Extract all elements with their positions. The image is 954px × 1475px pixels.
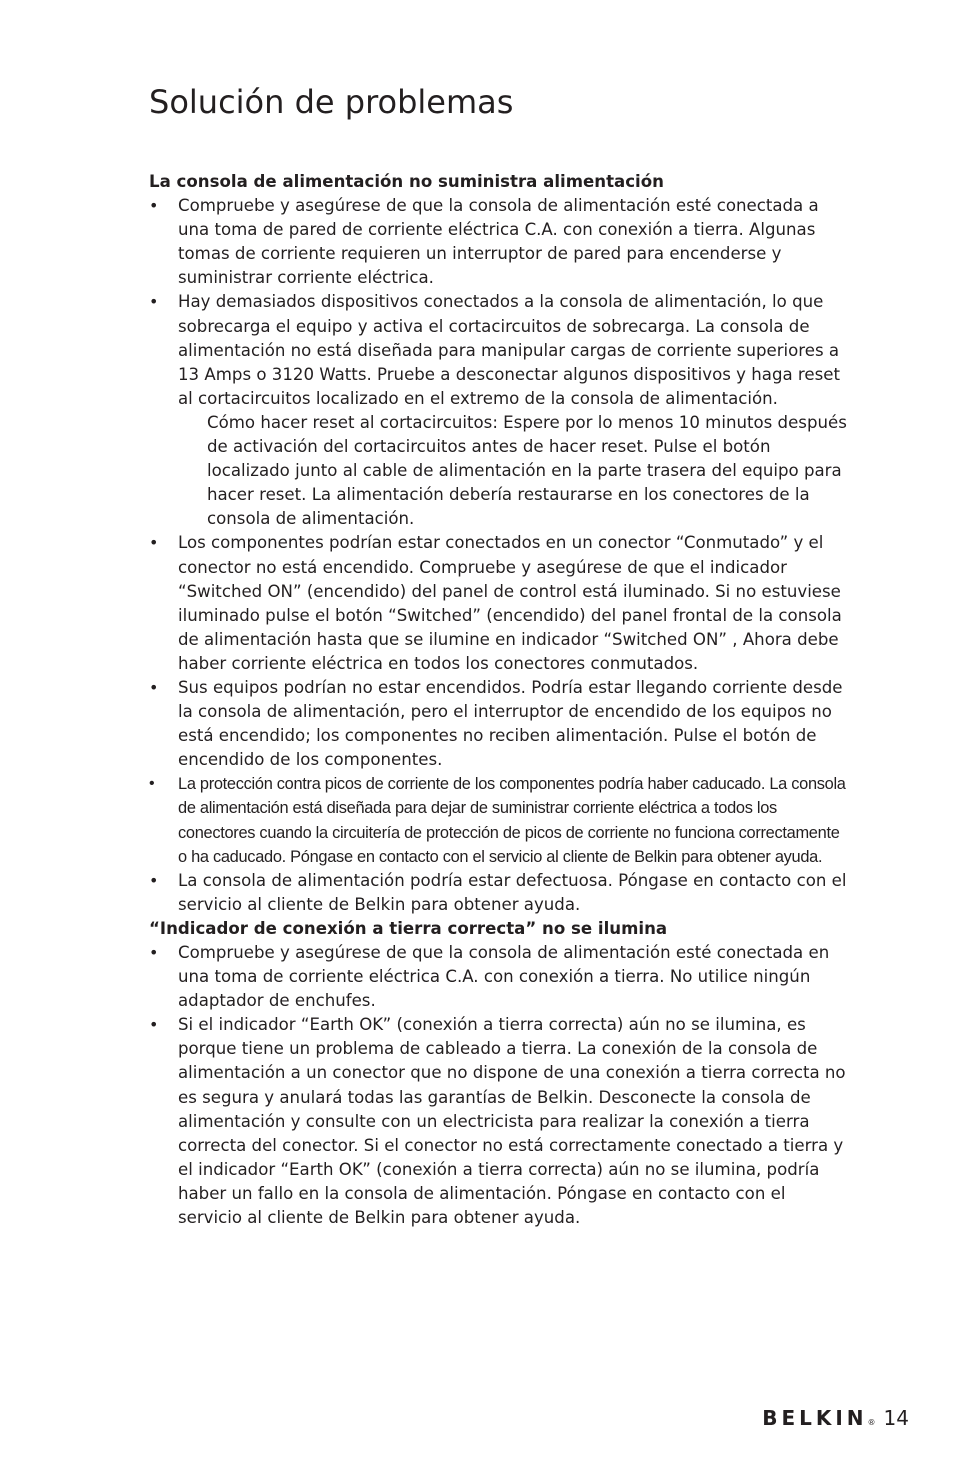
list-item-text: La protección contra picos de corriente de los componentes podría haber caducado. La consola de alimentación está diseñada para dejar de suministrar corriente eléctrica a todos los conectores cuando la circuitería de protección de picos de corriente no funciona correctamente o ha caducado. Póngase en contacto con el servicio al cliente de Belkin para obtener ayuda. — [178, 775, 846, 866]
bullet-icon: • — [149, 196, 159, 216]
section-heading-no-power: La consola de alimentación no suministra alimentación — [149, 172, 664, 191]
bullet-icon: • — [149, 677, 159, 697]
list-item-text: Compruebe y asegúrese de que la consola de alimentación esté conectada a una toma de pared de corriente eléctrica C.A. con conexión a tierra. Algunas tomas de corriente requieren un interruptor de pared para encenderse y suministrar corriente eléctrica. — [178, 196, 819, 288]
bullet-icon: • — [149, 533, 159, 553]
page-footer — [762, 1406, 909, 1430]
bullet-icon: • — [149, 1015, 159, 1035]
belkin-logo: BELKIN — [762, 1406, 868, 1430]
list-item — [149, 1013, 849, 1230]
reset-note: Cómo hacer reset al cortacircuitos: Espere por lo menos 10 minutos después de activación del cortacircuitos antes de hacer reset. Pulse el botón localizado junto al cable de alimentación en la parte trasera del equipo para hacer reset. La alimentación debería restaurarse en los conectores de la consola de alimentación. — [207, 412, 847, 529]
list-item-text: Los componentes podrían estar conectados en un conector “Conmutado” y el conector no está encendido. Compruebe y asegúrese de que el indicador “Switched ON” (encendido) del panel de control está iluminado. Si no estuviese iluminado pulse el botón “Switched” (encendido) del panel frontal de la consola de alimentación hasta que se ilumine en indicador “Switched ON” , Ahora debe haber corriente eléctrica en todos los conectores conmutados. — [178, 533, 842, 673]
bullet-icon: • — [149, 292, 159, 312]
page-title: Solución de problemas — [149, 83, 514, 121]
list-item-text: Sus equipos podrían no estar encendidos. Podría estar llegando corriente desde la consola de alimentación, pero el interruptor de encendido de los equipos no está encendido; los componentes no reciben alimentación. Pulse el botón de encendido de los componentes. — [178, 677, 843, 770]
list-item-text: Compruebe y asegúrese de que la consola de alimentación esté conectada en una toma de corriente eléctrica C.A. con conexión a tierra. No utilice ningún adaptador de enchufes. — [178, 943, 830, 1011]
bullet-list-earth-ok — [149, 941, 849, 1230]
list-item-text: La consola de alimentación podría estar defectuosa. Póngase en contacto con el servicio al cliente de Belkin para obtener ayuda. — [178, 870, 847, 914]
list-item-text: Si el indicador “Earth OK” (conexión a tierra correcta) aún no se ilumina, es porque tiene un problema de cableado a tierra. La conexión de la consola de alimentación a un conector que no dispone de una conexión a tierra correcta no es segura y anulará todas las garantías de Belkin. Desconecte la consola de alimentación y consulte con un electricista para realizar la conexión a tierra correcta del conector. Si el conector no está correctamente conectado a tierra y el indicador “Earth OK” (conexión a tierra correcta) aún no se ilumina, podría haber un fallo en la consola de alimentación. Póngase en contacto con el servicio al cliente de Belkin para obtener ayuda. — [178, 1015, 846, 1228]
bullet-icon: • — [149, 775, 155, 793]
list-item — [149, 772, 849, 868]
bullet-icon: • — [149, 870, 159, 890]
list-item — [149, 194, 849, 290]
list-item — [149, 869, 849, 917]
registered-mark: ® — [867, 1418, 876, 1427]
page-number: 14 — [883, 1406, 909, 1430]
section-heading-earth-ok: “Indicador de conexión a tierra correcta” no se ilumina — [149, 918, 668, 938]
list-item — [149, 676, 849, 772]
list-item — [149, 290, 849, 531]
list-item-text: Hay demasiados dispositivos conectados a la consola de alimentación, lo que sobrecarga el equipo y activa el cortacircuitos de sobrecarga. La consola de alimentación no está diseñada para manipular cargas de corriente superiores a 13 Amps o 3120 Watts. Pruebe a desconectar algunos dispositivos y haga reset al cortacircuitos localizado en el extremo de la consola de alimentación. — [178, 292, 840, 408]
document-body — [149, 170, 849, 1230]
list-item — [149, 941, 849, 1013]
list-item — [149, 531, 849, 676]
bullet-list-no-power — [149, 194, 849, 917]
bullet-icon: • — [149, 943, 159, 962]
